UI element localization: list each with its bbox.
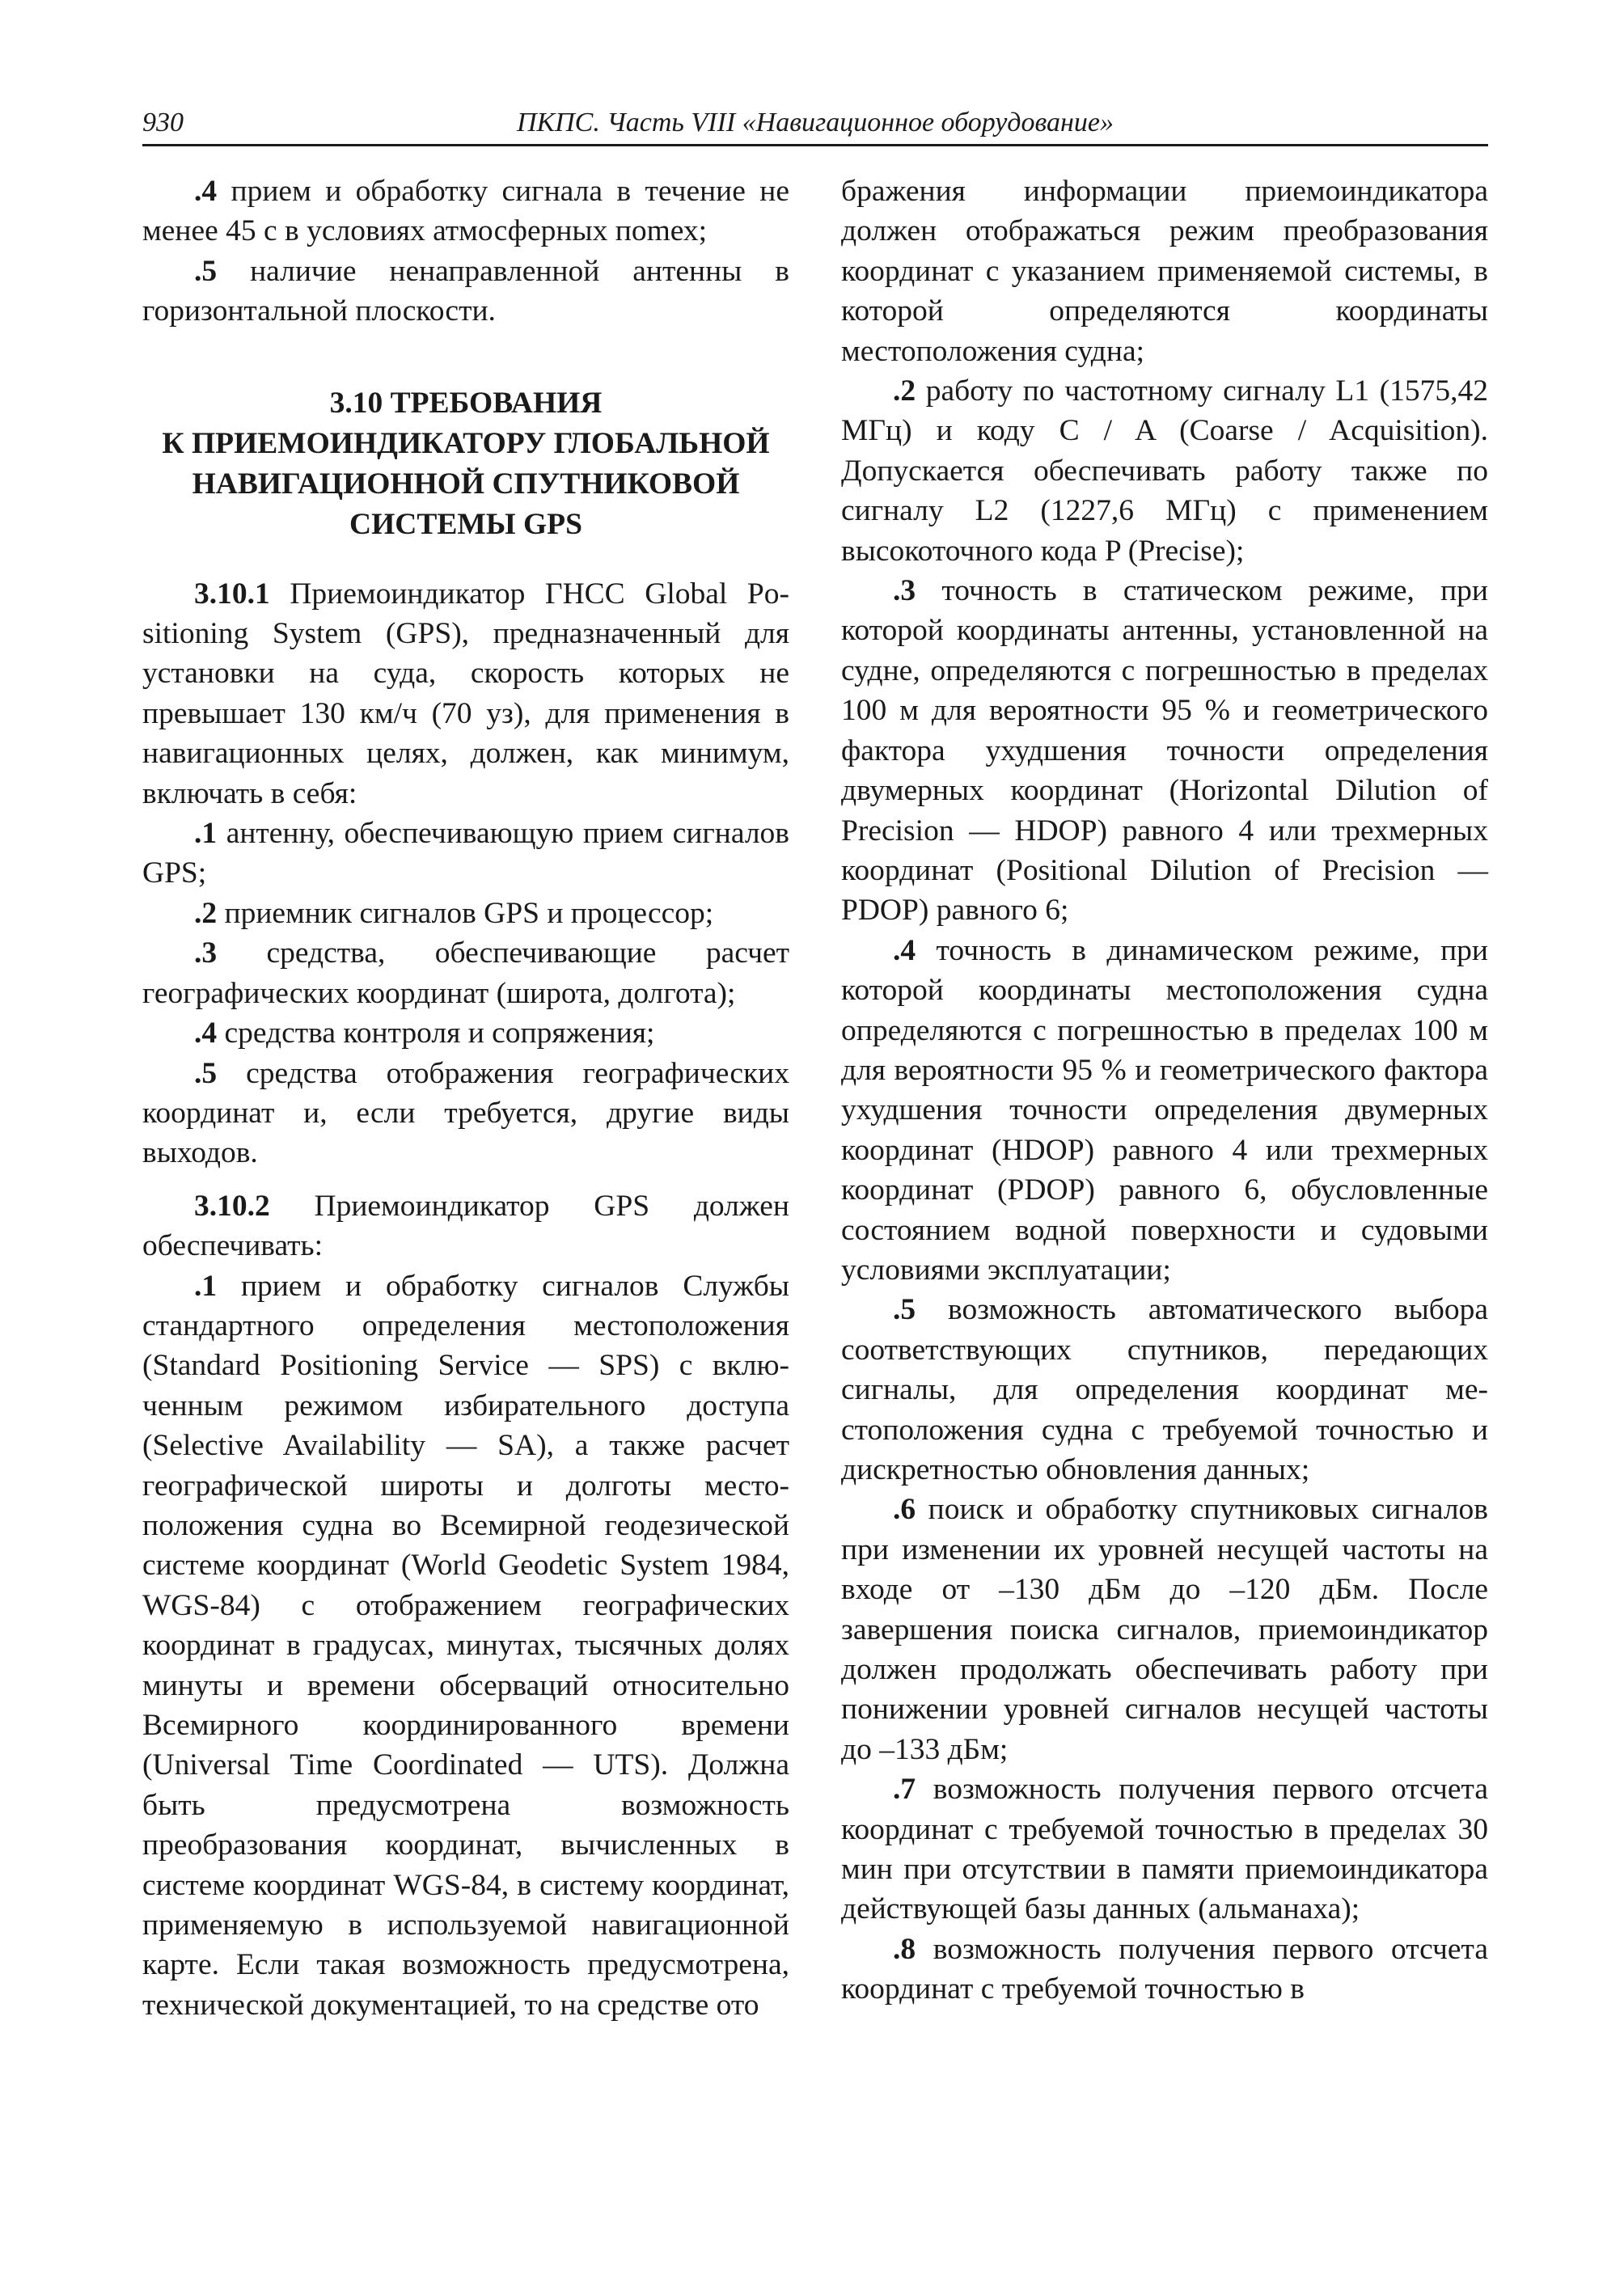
item-number: .6 <box>893 1493 916 1527</box>
list-item <box>841 371 1488 571</box>
list-item-text: возможность получения первого отсчета координат с требуемой точностью в <box>841 1932 1488 2006</box>
list-item-text: прием и обработку сигналов Службы стандартного определения местоположения (Standard Positioning Service — SPS) с включенным режимом избирательного доступа (Selective Availability — SA), а также расчет географической широты и долготы местоположения судна во Всемирной геодезической системе координат (World Geodetic System 1984, WGS-84) с отображением географических координат в градусах, минутах, тысячных долях минуты и времени обсерваций относительно Всемирного координированного времени (Universal Time Coordinated — UTS). Должна быть предусмотрена возможность преобразования координат, вычисленных в системе координат WGS-84, в систему координат, применяемую в используемой навигационной карте. Если такая возможность предусмотрена, технической документацией, то на средстве ото <box>142 1269 789 2022</box>
list-item-text: средства контроля и сопряжения; <box>217 1017 655 1050</box>
heading-line: 3.10 ТРЕБОВАНИЯ <box>329 386 603 420</box>
paragraph <box>142 171 789 252</box>
list-item-text: точность в динамическом режиме, при которой координаты местоположения судна определяются с погрешностью в пределах 100 м для вероятности 95 % и геометрического фактора ухудшения точности определения двумерных координат (HDOP) равного 4 или трехмерных координат (PDOP) равного 6, обусловленные состоянием водной поверхности и судовыми условиями эксплуатации; <box>841 933 1488 1287</box>
clause-number: 3.10.2 <box>194 1189 270 1223</box>
right-column <box>841 171 1488 2010</box>
list-item-text: поиск и обработку спутниковых сигналов при изменении их уровней несущей частоты на входе от –130 дБм до –120 дБм. После завершения поиска сигналов, приемоиндикатор должен продолжать обеспечивать работу при понижении уровней сигналов несущей частоты до –133 дБм; <box>841 1493 1488 1766</box>
page-number: 930 <box>142 108 184 137</box>
item-number: .4 <box>194 1017 218 1050</box>
paragraph-text: Приемоиндикатор ГНСС Global Positioning System (GPS), предназначенный для установки на суда, скорость которых не превышает 130 км/ч (70 уз), для применения в навигационных целях, должен, как минимум, включать в себя: <box>142 577 789 810</box>
page-header <box>142 104 1488 146</box>
list-item <box>142 1054 789 1173</box>
list-item-text: точность в статическом режиме, при которой координаты антенны, установленной на судне, определяются с погрешностью в пределах 100 м для вероятности 95 % и геометрического фактора ухудшения точности определения двумерных координат (Horizontal Dilution of Precision — HDOP) равного 4 или трехмерных координат (Positional Dilution of Precision —PDOP) равного 6; <box>841 574 1488 928</box>
paragraph <box>142 1186 789 1266</box>
list-item-text: приемник сигналов GPS и процессор; <box>217 896 714 930</box>
item-number: .5 <box>893 1293 916 1327</box>
list-item <box>841 571 1488 931</box>
list-item-text: возможность автоматического выбора соответствующих спутников, передающих сигналы, для определения координат местоположения судна с требуемой точностью и дискретностью обновления данных; <box>841 1293 1488 1486</box>
item-number: .2 <box>194 896 218 930</box>
list-item <box>841 1769 1488 1930</box>
item-number: .3 <box>194 936 218 970</box>
paragraph-text: наличие ненаправленной антенны в горизонтальной плоскости. <box>142 254 789 328</box>
section-heading <box>142 383 789 545</box>
list-item-text: антенну, обеспечивающую прием сигналов GPS; <box>142 817 789 890</box>
heading-line: СИСТЕМЫ GPS <box>349 507 582 541</box>
list-item <box>841 931 1488 1291</box>
list-item <box>841 1290 1488 1490</box>
item-number: .5 <box>194 1056 218 1090</box>
clause-number: 3.10.1 <box>194 577 270 611</box>
paragraph-text: Приемоиндикатор GPS должен обеспечивать: <box>142 1189 789 1263</box>
list-item <box>142 1266 789 2026</box>
heading-line: НАВИГАЦИОННОЙ СПУТНИКОВОЙ <box>192 467 740 501</box>
item-number: .4 <box>194 175 218 208</box>
heading-line: К ПРИЕМОИНДИКАТОРУ ГЛОБАЛЬНОЙ <box>162 426 770 460</box>
item-number: .4 <box>893 933 916 967</box>
running-title: ПКПС. Часть VIII «Навигационное оборудование» <box>517 108 1114 137</box>
list-item-text: возможность получения первого отсчета координат с требуемой точностью в пределах 30 мин при отсутствии в памяти приемоиндикатора действующей базы данных (альманаха); <box>841 1773 1488 1926</box>
item-number: .7 <box>893 1773 916 1807</box>
list-item <box>142 1013 789 1053</box>
list-item <box>841 1490 1488 1769</box>
list-item-text: средства, обеспечивающие расчет географических координат (широта, долгота); <box>142 936 789 1010</box>
item-number: .8 <box>893 1932 916 1966</box>
list-item <box>142 814 789 894</box>
left-column <box>142 171 789 2025</box>
list-item <box>841 1930 1488 2010</box>
item-number: .1 <box>194 1269 218 1303</box>
list-item-text: средства отображения географических координат и, если требуется, другие виды выходов. <box>142 1056 789 1170</box>
list-item <box>142 933 789 1013</box>
list-item-text: работу по частотному сигналу L1 (1575,42 МГц) и коду C / A (Coarse / Acquisition). Допускается обеспечивать работу также по сигналу L2 (1227,6 МГц) с применением высокоточного кода P (Precise); <box>841 374 1488 568</box>
item-number: .5 <box>194 254 218 288</box>
paragraph-continuation: бражения информации приемоиндикатора должен отображаться режим преобразования координат с указанием применяемой системы, в которой определяются координаты местоположения судна; <box>841 175 1488 368</box>
paragraph <box>142 252 789 332</box>
item-number: .2 <box>893 374 916 408</box>
paragraph-text: прием и обработку сигнала в течение не менее 45 с в условиях атмосферных поmех; <box>142 175 789 248</box>
item-number: .3 <box>893 574 916 608</box>
paragraph <box>142 574 789 814</box>
list-item <box>142 894 789 933</box>
item-number: .1 <box>194 817 218 851</box>
